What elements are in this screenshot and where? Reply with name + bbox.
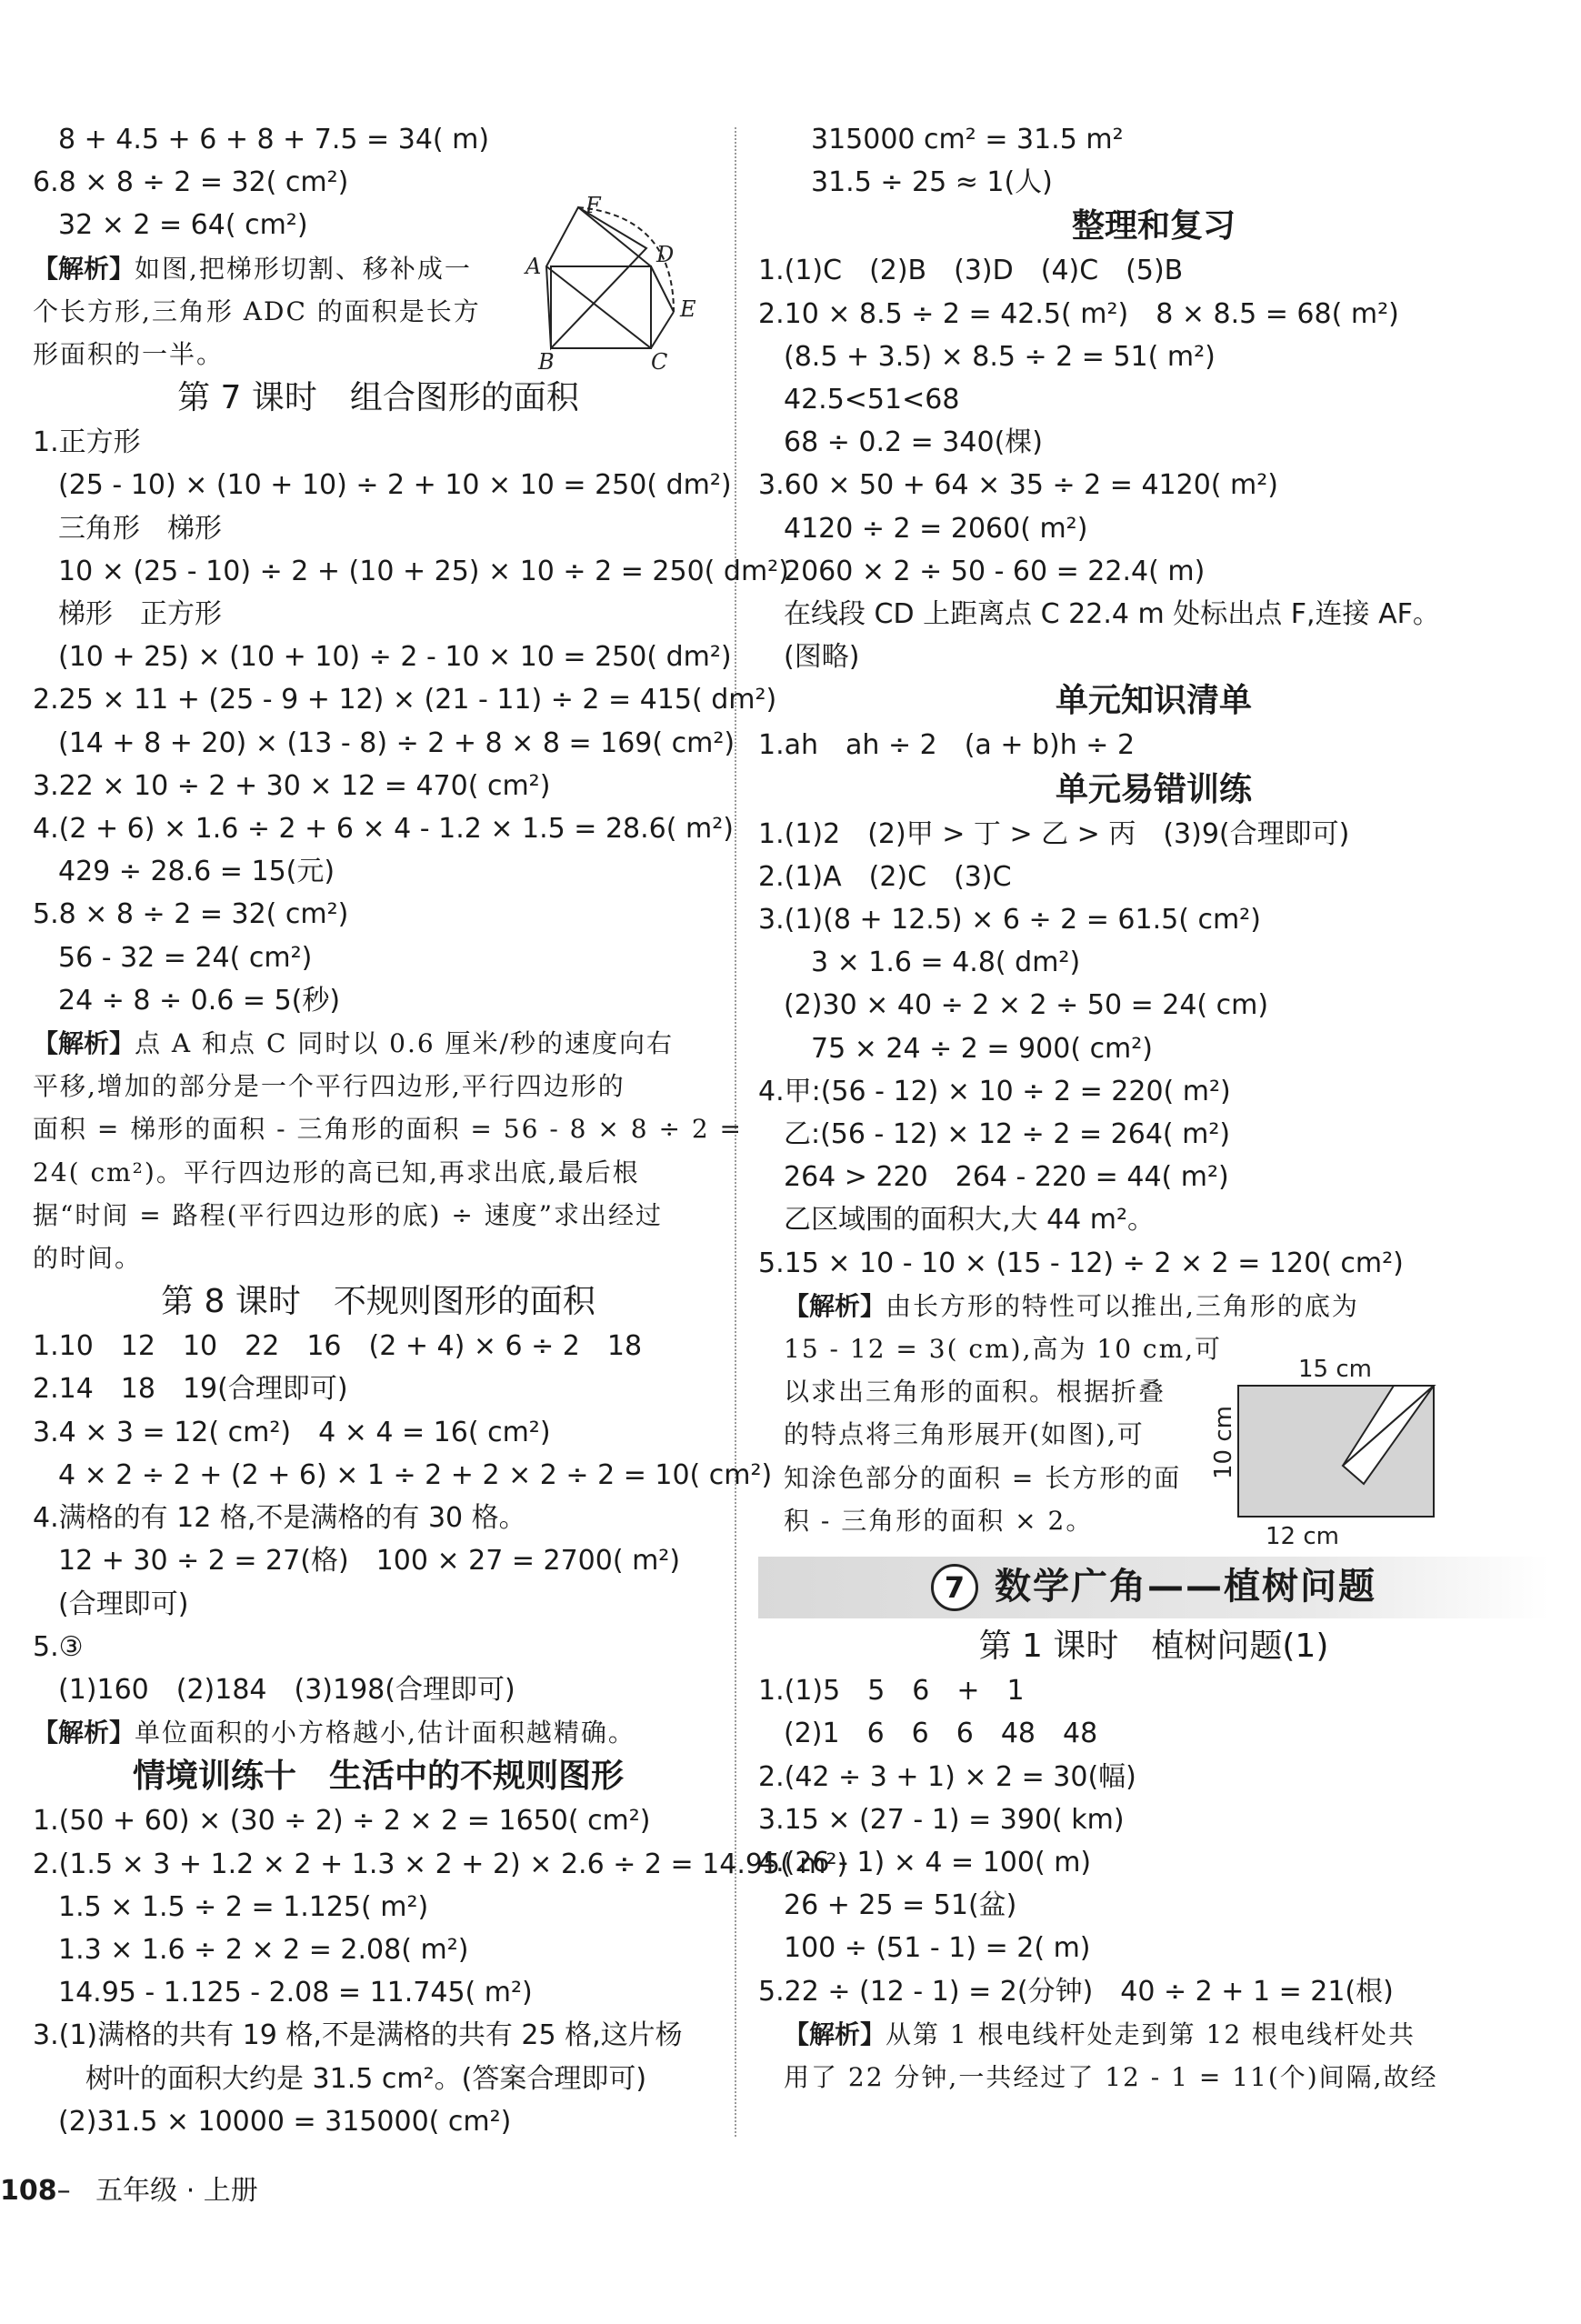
explanation (758, 2013, 1549, 2056)
fig-label-c: C (651, 349, 668, 375)
fig-label-e: E (680, 296, 696, 322)
answer-line: (25 - 10) × (10 + 10) ÷ 2 + 10 × 10 = 250( dm²) (58, 469, 732, 502)
page-footer (0, 2168, 258, 2208)
explanation-tag: 【解析】 (784, 2018, 886, 2049)
answer-line: 5.22 ÷ (12 - 1) = 2(分钟) 40 ÷ 2 + 1 = 21(根) (758, 1975, 1394, 2008)
answer-line: 3.60 × 50 + 64 × 35 ÷ 2 = 4120( m²) (758, 469, 1278, 502)
fig-label-side: 10 cm (1210, 1406, 1237, 1479)
answer-line: 2060 × 2 ÷ 50 - 60 = 22.4( m) (784, 555, 1206, 587)
section-heading-lesson-7: 第 7 课时 组合图形的面积 (177, 379, 579, 417)
answer-line: (图略) (784, 641, 860, 674)
answer-line: 1.10 12 10 22 16 (2 + 4) × 6 ÷ 2 18 (33, 1330, 643, 1363)
answer-line: 42.5<51<68 (784, 384, 960, 416)
section-heading-tree-lesson-1: 第 1 课时 植树问题(1) (978, 1628, 1329, 1666)
explanation-text: 个长方形,三角形 ADC 的面积是长方 (33, 296, 481, 326)
answer-line: 12 + 30 ÷ 2 = 27(格) 100 × 27 = 2700( m²) (58, 1545, 681, 1578)
answer-line: 31.5 ÷ 25 ≈ 1(人) (811, 166, 1053, 199)
explanation-text: 以求出三角形的面积。根据折叠 (784, 1377, 1166, 1407)
explanation-text: 24( cm²)。平行四边形的高已知,再求出底,最后根 (33, 1157, 640, 1187)
answer-line: 4.(26 - 1) × 4 = 100( m) (758, 1846, 1092, 1878)
explanation-text: 据“时间 = 路程(平行四边形的底) ÷ 速度”求出经过 (33, 1199, 664, 1230)
answer-line: (2)1 6 6 6 48 48 (784, 1718, 1098, 1750)
answer-line: (2)30 × 40 ÷ 2 × 2 ÷ 50 = 24( cm) (784, 989, 1269, 1022)
answer-line: 三角形 梯形 (58, 512, 222, 545)
explanation-text: 由长方形的特性可以推出,三角形的底为 (886, 1290, 1359, 1321)
page-number: 108 (0, 2175, 57, 2207)
answer-line: 100 ÷ (51 - 1) = 2( m) (784, 1932, 1091, 1965)
grade-label: 五年级 · 上册 (95, 2175, 258, 2207)
answer-line: 乙:(56 - 12) × 12 ÷ 2 = 264( m²) (784, 1118, 1231, 1151)
fig-label-f: F (585, 193, 601, 218)
explanation-tag: 【解析】 (33, 1718, 135, 1748)
answer-line: 3.15 × (27 - 1) = 390( km) (758, 1803, 1125, 1836)
answer-line: 2.(1.5 × 3 + 1.2 × 2 + 1.3 × 2 + 2) × 2.6 ÷ 2 = 14.95( m²) (33, 1848, 848, 1880)
answer-line: 3.(1)(8 + 12.5) × 6 ÷ 2 = 61.5( cm²) (758, 904, 1261, 937)
fig-label-top: 15 cm (1298, 1356, 1372, 1383)
answer-line: 4.满格的有 12 格,不是满格的有 30 格。 (33, 1502, 526, 1535)
answer-line: 在线段 CD 上距离点 C 22.4 m 处标出点 F,连接 AF。 (784, 598, 1440, 631)
answer-line: 5.③ (33, 1630, 84, 1663)
answer-line: 2.(42 ÷ 3 + 1) × 2 = 30(幅) (758, 1760, 1136, 1793)
explanation-text: 如图,把梯形切割、移补成一 (135, 253, 472, 284)
answer-line: 3.(1)满格的共有 19 格,不是满格的共有 25 格,这片杨 (33, 2019, 683, 2052)
answer-line: 4 × 2 ÷ 2 + (2 + 6) × 1 ÷ 2 + 2 × 2 ÷ 2 = 10( cm²) (58, 1458, 773, 1491)
answer-line: 56 - 32 = 24( cm²) (58, 941, 313, 974)
explanation (758, 1285, 1549, 1327)
fig-label-bottom: 12 cm (1266, 1523, 1339, 1550)
right-column (758, 118, 1549, 2099)
section-heading-error-training: 单元易错训练 (1055, 770, 1252, 808)
answer-line: (14 + 8 + 20) × (13 - 8) ÷ 2 + 8 × 8 = 169( cm²) (58, 726, 735, 759)
answer-line: 2.(1)A (2)C (3)C (758, 860, 1012, 893)
answer-line: 树叶的面积大约是 31.5 cm²。(答案合理即可) (85, 2062, 647, 2095)
answer-line: 5.15 × 10 - 10 × (15 - 12) ÷ 2 × 2 = 120( cm²) (758, 1247, 1404, 1279)
answer-line: 315000 cm² = 31.5 m² (811, 124, 1124, 155)
answer-line: (合理即可) (58, 1588, 189, 1620)
explanation-text: 单位面积的小方格越小,估计面积越精确。 (135, 1718, 635, 1748)
answer-line: 264 > 220 264 - 220 = 44( m²) (784, 1161, 1229, 1194)
answer-line: 2.14 18 19(合理即可) (33, 1373, 348, 1406)
answer-line: 429 ÷ 28.6 = 15(元) (58, 856, 335, 888)
rectangle-fold-figure (1210, 1347, 1455, 1550)
fig-label-a: A (525, 254, 542, 279)
trapezoid-figure (515, 193, 724, 375)
section-heading-review: 整理和复习 (1071, 207, 1236, 245)
explanation-text: 形面积的一半。 (33, 339, 225, 370)
explanation-text: 平移,增加的部分是一个平行四边形,平行四边形的 (33, 1071, 625, 1102)
explanation-text: 积 - 三角形的面积 × 2。 (784, 1505, 1094, 1536)
answer-line: 26 + 25 = 51(盆) (784, 1889, 1017, 1922)
explanation-text: 的时间。 (33, 1243, 143, 1274)
answer-line: 1.5 × 1.5 ÷ 2 = 1.125( m²) (58, 1890, 429, 1923)
answer-line: 1.(1)5 5 6 + 1 (758, 1675, 1025, 1708)
footer-dash: – (56, 2175, 71, 2207)
section-heading-training-10: 情境训练十 生活中的不规则图形 (132, 1758, 624, 1796)
explanation-text: 面积 = 梯形的面积 - 三角形的面积 = 56 - 8 × 8 ÷ 2 = (33, 1114, 744, 1145)
unit-title: 数学广角——植树问题 (995, 1566, 1376, 1608)
explanation-text: 用了 22 分钟,一共经过了 12 - 1 = 11(个)间隔,故经 (784, 2061, 1438, 2092)
fig-label-d: D (656, 242, 675, 267)
answer-line: 14.95 - 1.125 - 2.08 = 11.745( m²) (58, 1977, 533, 2009)
answer-line: 32 × 2 = 64( cm²) (58, 209, 308, 242)
explanation-text: 点 A 和点 C 同时以 0.6 厘米/秒的速度向右 (135, 1028, 675, 1059)
answer-line: 1.(1)C (2)B (3)D (4)C (5)B (758, 255, 1184, 287)
section-heading-knowledge-list: 单元知识清单 (1055, 682, 1252, 720)
section-heading-lesson-8: 第 8 课时 不规则图形的面积 (161, 1283, 595, 1321)
answer-line: (2)31.5 × 10000 = 315000( cm²) (58, 2105, 512, 2138)
answer-line: 2.25 × 11 + (25 - 9 + 12) × (21 - 11) ÷ 2 = 415( dm²) (33, 684, 777, 716)
answer-line: 10 × (25 - 10) ÷ 2 + (10 + 25) × 10 ÷ 2 = 250( dm²) (58, 555, 789, 587)
answer-line: 24 ÷ 8 ÷ 0.6 = 5(秒) (58, 984, 341, 1017)
answer-line: 1.ah ah ÷ 2 (a + b)h ÷ 2 (758, 729, 1136, 762)
answer-line: 2.10 × 8.5 ÷ 2 = 42.5( m²) 8 × 8.5 = 68( m²) (758, 297, 1399, 330)
answer-line: 1.(50 + 60) × (30 ÷ 2) ÷ 2 × 2 = 1650( cm²) (33, 1805, 651, 1838)
answer-line: 1.正方形 (33, 426, 141, 459)
unit-banner (758, 1557, 1549, 1618)
answer-line: 梯形 正方形 (58, 598, 222, 631)
explanation-tag: 【解析】 (33, 1028, 135, 1059)
answer-line: (1)160 (2)184 (3)198(合理即可) (58, 1673, 515, 1706)
answer-line: 8 + 4.5 + 6 + 8 + 7.5 = 34( m) (58, 124, 490, 155)
answer-line: (10 + 25) × (10 + 10) ÷ 2 - 10 × 10 = 250( dm²) (58, 641, 732, 674)
explanation-text: 的特点将三角形展开(如图),可 (784, 1419, 1145, 1450)
unit-number-badge: 7 (931, 1564, 978, 1611)
answer-line: (8.5 + 3.5) × 8.5 ÷ 2 = 51( m²) (784, 340, 1216, 373)
explanation (33, 1022, 724, 1065)
answer-line: 3.4 × 3 = 12( cm²) 4 × 4 = 16( cm²) (33, 1416, 551, 1448)
answer-line: 乙区域围的面积大,大 44 m²。 (784, 1204, 1156, 1237)
answer-line: 1.(1)2 (2)甲 > 丁 > 乙 > 丙 (3)9(合理即可) (758, 817, 1350, 850)
answer-line: 4120 ÷ 2 = 2060( m²) (784, 512, 1088, 545)
explanation-tag: 【解析】 (784, 1290, 886, 1321)
answer-line: 3 × 1.6 = 4.8( dm²) (811, 947, 1081, 979)
answer-line: 4.甲:(56 - 12) × 10 ÷ 2 = 220( m²) (758, 1075, 1231, 1107)
explanation-text: 知涂色部分的面积 = 长方形的面 (784, 1462, 1182, 1493)
answer-line: 4.(2 + 6) × 1.6 ÷ 2 + 6 × 4 - 1.2 × 1.5 = 28.6( m²) (33, 813, 734, 846)
answer-line: 6.8 × 8 ÷ 2 = 32( cm²) (33, 166, 349, 199)
answer-line: 75 × 24 ÷ 2 = 900( cm²) (811, 1032, 1154, 1065)
fig-label-b: B (538, 349, 555, 375)
answer-line: 68 ÷ 0.2 = 340(棵) (784, 426, 1043, 459)
explanation-tag: 【解析】 (33, 253, 135, 284)
explanation-text: 从第 1 根电线杆处走到第 12 根电线杆处共 (886, 2018, 1416, 2049)
explanation (33, 1711, 724, 1754)
answer-line: 5.8 × 8 ÷ 2 = 32( cm²) (33, 898, 349, 931)
answer-line: 1.3 × 1.6 ÷ 2 × 2 = 2.08( m²) (58, 1933, 469, 1966)
explanation-text: 15 - 12 = 3( cm),高为 10 cm,可 (784, 1334, 1223, 1365)
answer-line: 3.22 × 10 ÷ 2 + 30 × 12 = 470( cm²) (33, 769, 551, 802)
